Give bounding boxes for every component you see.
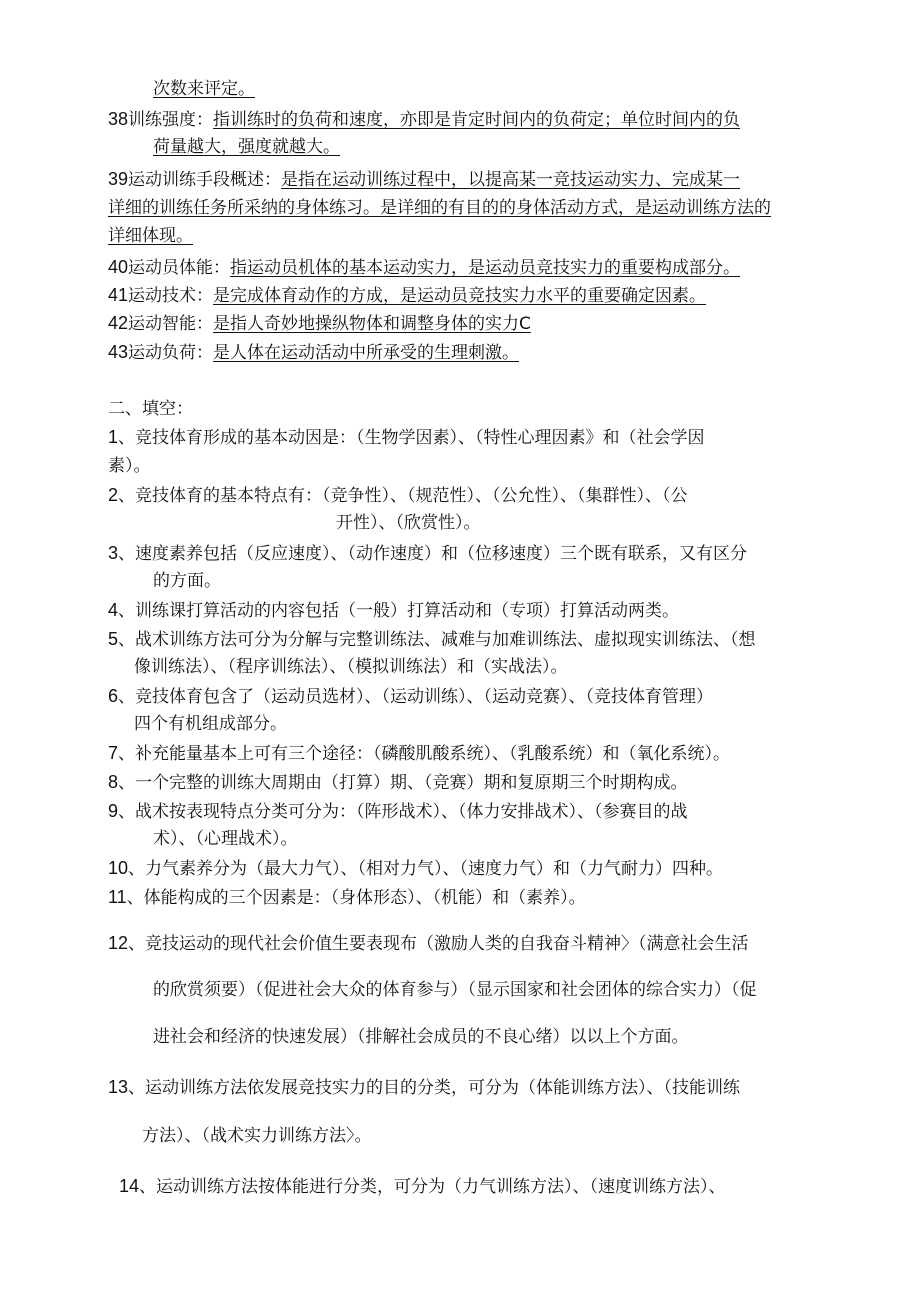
- definition-39: [108, 168, 740, 191]
- question-number: 8: [108, 772, 119, 792]
- question-text: 、一个完整的训练大周期由（打算）期、（竞赛）期和复原期三个时期构成。: [118, 773, 688, 793]
- fill-question-3-cont: 的方面。: [153, 571, 221, 591]
- question-text: 、力气素养分为（最大力气）、（相对力气）、（速度力气）和（力气耐力）四种。: [128, 859, 724, 879]
- fill-question-13-cont: 方法）、（战术实力训练方法〉。: [142, 1126, 372, 1146]
- term: 运动智能：: [128, 314, 214, 334]
- question-number: 14: [119, 1176, 140, 1196]
- fill-question-12-cont2: 进社会和经济的快速发展）（排解社会成员的不良心绪）以以上个方面。: [153, 1027, 689, 1047]
- definition-39-cont2: 详细体现。: [108, 226, 193, 246]
- fill-question-9-cont: 术）、（心理战术）。: [153, 829, 298, 849]
- question-number: 6: [108, 686, 119, 706]
- question-number: 13: [108, 1077, 129, 1097]
- term: 训练强度：: [128, 110, 214, 130]
- fill-question-12-cont: 的欣赏须要）（促进社会大众的体育参与）（显示国家和社会团体的综合实力）（促: [153, 980, 757, 1000]
- fill-question-10: [108, 857, 723, 880]
- question-text: 、竞技体育形成的基本动因是：（生物学因素）、（特性心理因素》和（社会学因: [118, 428, 705, 448]
- item-37-tail: 次数来评定。: [153, 79, 255, 99]
- definition-42: [108, 312, 531, 335]
- fill-question-9: [108, 800, 688, 823]
- fill-question-6: [108, 685, 713, 708]
- item-number: 43: [108, 342, 129, 362]
- question-number: 2: [108, 485, 119, 505]
- question-text: 、训练课打算活动的内容包括（一般）打算活动和（专项）打算活动两类。: [118, 601, 680, 621]
- definition-text: 指训练时的负荷和速度，亦即是肯定时间内的负荷定；单位时间内的负: [213, 110, 741, 130]
- item-number: 40: [108, 257, 129, 277]
- item-number: 39: [108, 169, 129, 189]
- term: 运动负荷：: [128, 343, 214, 363]
- definition-text: 是指人奇妙地操纵物体和调整身体的实力C: [213, 314, 531, 334]
- question-number: 12: [108, 933, 129, 953]
- fill-question-7: [108, 742, 730, 765]
- question-text: 、战术训练方法可分为分解与完整训练法、减难与加难训练法、虚拟现实训练法、（想: [118, 630, 756, 650]
- question-text: 、运动训练方法按体能进行分类，可分为（力气训练方法）、（速度训练方法）、: [139, 1177, 726, 1197]
- question-text: 、竞技体育的基本特点有：（竞争性）、（规范性）、（公允性）、（集群性）、（公: [118, 486, 688, 506]
- question-number: 4: [108, 600, 119, 620]
- definition-40: [108, 256, 740, 279]
- question-text: 、速度素养包括（反应速度）、（动作速度）和（位移速度）三个既有联系，又有区分: [118, 544, 748, 564]
- definition-43: [108, 341, 519, 364]
- question-text: 、战术按表现特点分类可分为：（阵形战术）、（体力安排战术）、（参赛目的战: [118, 802, 688, 822]
- question-number: 10: [108, 858, 129, 878]
- question-number: 1: [108, 427, 119, 447]
- question-text: 、竞技体育包含了（运动员选材）、（运动训练）、（运动竞赛）、（竞技体育管理）: [118, 687, 714, 707]
- definition-38: [108, 108, 740, 131]
- fill-question-6-cont: 四个有机组成部分。: [134, 714, 287, 734]
- fill-question-8: [108, 771, 688, 794]
- fill-question-5: [108, 628, 756, 651]
- fill-question-13: [108, 1076, 740, 1099]
- question-number: 9: [108, 801, 119, 821]
- definition-text: 指运动员机体的基本运动实力，是运动员竞技实力的重要构成部分。: [230, 258, 741, 278]
- term: 运动员体能：: [128, 258, 231, 278]
- fill-question-2-cont: 开性）、（欣赏性）。: [336, 513, 481, 533]
- question-number: 7: [108, 743, 119, 763]
- fill-question-11: [108, 886, 586, 909]
- fill-question-14: [119, 1175, 726, 1198]
- definition-text: 是完成体育动作的方成，是运动员竞技实力水平的重要确定因素。: [213, 286, 707, 306]
- section-heading: 二、填空：: [108, 399, 193, 419]
- fill-question-1: [108, 426, 705, 449]
- question-number: 3: [108, 543, 119, 563]
- fill-question-1-cont: 素）。: [108, 456, 151, 476]
- fill-question-4: [108, 599, 679, 622]
- question-text: 、体能构成的三个因素是：（身体形态）、（机能）和（素养）。: [126, 888, 586, 908]
- fill-question-5-cont: 像训练法）、（程序训练法）、（模拟训练法）和（实战法）。: [134, 657, 568, 677]
- question-text: 、竞技运动的现代社会价值生要表现布（激励人类的自我奋斗精神〉（满意社会生活: [128, 934, 749, 954]
- item-number: 41: [108, 285, 129, 305]
- question-number: 5: [108, 629, 119, 649]
- definition-text: 是人体在运动活动中所承受的生理刺激。: [213, 343, 520, 363]
- definition-39-cont: 详细的训练任务所采纳的身体练习。是详细的有目的的身体活动方式，是运动训练方法的: [108, 198, 771, 218]
- fill-question-2: [108, 484, 688, 507]
- question-number: 11: [108, 887, 127, 907]
- definition-text: 是指在运动训练过程中，以提高某一竞技运动实力、完成某一: [281, 170, 741, 190]
- item-number: 38: [108, 109, 129, 129]
- fill-question-3: [108, 542, 747, 565]
- item-number: 42: [108, 313, 129, 333]
- question-text: 、补充能量基本上可有三个途径：（磷酸肌酸系统）、（乳酸系统）和（氧化系统）。: [118, 744, 731, 764]
- question-text: 、运动训练方法依发展竞技实力的目的分类，可分为（体能训练方法）、（技能训练: [128, 1078, 741, 1098]
- term: 运动技术：: [128, 286, 214, 306]
- definition-38-cont: 荷量越大，强度就越大。: [153, 137, 340, 157]
- fill-question-12: [108, 932, 749, 955]
- term: 运动训练手段概述：: [128, 170, 282, 190]
- definition-41: [108, 284, 706, 307]
